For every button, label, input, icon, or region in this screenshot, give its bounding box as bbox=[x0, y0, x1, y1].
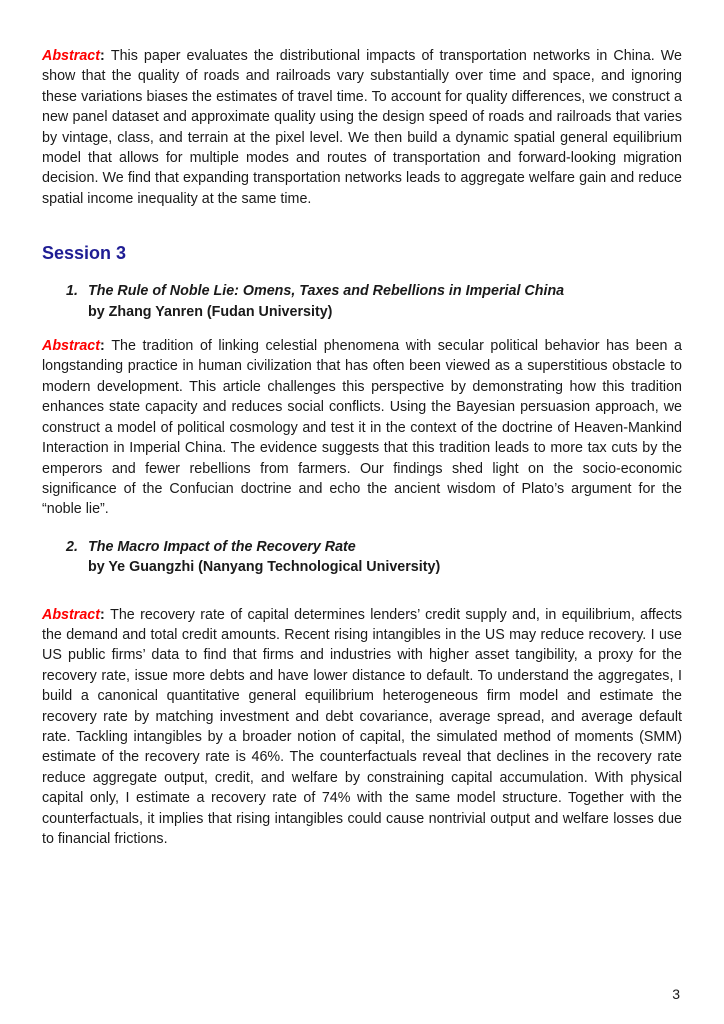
paper-author: by Zhang Yanren (Fudan University) bbox=[88, 303, 333, 320]
abstract-label: Abstract bbox=[42, 338, 100, 355]
paper-2-abstract-paragraph bbox=[42, 605, 682, 850]
abstract-label: Abstract bbox=[42, 606, 100, 623]
paper-title-row bbox=[66, 537, 682, 557]
abstract-colon: : bbox=[100, 48, 111, 64]
paper-title: The Macro Impact of the Recovery Rate bbox=[88, 538, 356, 555]
paper-number: 2. bbox=[66, 538, 78, 555]
session-heading: Session 3 bbox=[42, 243, 127, 264]
paper-title: The Rule of Noble Lie: Omens, Taxes and Rebellions in Imperial China bbox=[88, 283, 565, 300]
abstract-label: Abstract bbox=[42, 48, 100, 64]
paper-author: by Ye Guangzhi (Nanyang Technological University) bbox=[88, 559, 441, 576]
paper-title-row bbox=[66, 281, 682, 301]
abstract-text: This paper evaluates the distributional impacts of transportation networks in China. We show that the quality of roads and railroads vary substantially over time and space, and ignoring these variations biases the estimates of travel time. To account for quality differences, we construct a new panel dataset and approximate quality using the design speed of roads and railroads that varies by vintage, class, and terrain at the pixel level. We then build a dynamic spatial general equilibrium model that allows for multiple modes and routes of transportation and forward-looking migration decision. We find that expanding transportation networks leads to aggregate welfare gain and reduce spatial income inequality at the same time. bbox=[42, 48, 682, 207]
abstract-text: The tradition of linking celestial phenomena with secular political behavior has been a longstanding practice in human civilization that has often been viewed as a superstitious obstacle to modern development. This article challenges this perspective by demonstrating how this tradition enhances state capacity and reduces social conflicts. Using the Bayesian persuasion approach, we construct a model of political cosmology and test it in the context of the doctrine of Heaven-Mankind Interaction in Imperial China. The evidence suggests that this tradition leads to more tax cuts by the emperors and fewer rebellions from farmers. Our findings shed light on the socio-economic significance of the Confucian doctrine and echo the ancient wisdom of Plato’s argument for the “noble lie”. bbox=[42, 338, 682, 518]
page-number: 3 bbox=[672, 986, 680, 1002]
abstract-colon: : bbox=[100, 338, 112, 355]
abstract-text: The recovery rate of capital determines lenders’ credit supply and, in equilibrium, affects the demand and total credit amounts. Recent rising intangibles in the US may reduce recovery. I use US public firms’ data to find that firms and industries with higher asset tangibility, a proxy for the recovery rate, issue more debts and have lower distance to default. To understand the aggregates, I build a canonical quantitative general equilibrium heterogeneous firm model and estimate the recovery rate by matching investment and debt covariance, average spread, and average default rate. Tackling intangibles by a broader notion of capital, the simulated method of moments (SMM) estimate of the recovery rate is 46%. The counterfactuals reveal that declines in the recovery rate reduce aggregate output, credit, and welfare by constraining capital accumulation. With physical capital only, I estimate a recovery rate of 74% with the same model structure. Together with the counterfactuals, it implies that rising intangibles could cause nontrivial output and welfare losses due to financial frictions. bbox=[42, 606, 682, 847]
continued-abstract-paragraph bbox=[42, 46, 682, 209]
abstract-colon: : bbox=[100, 606, 111, 623]
paper-number: 1. bbox=[66, 283, 78, 300]
paper-item-2 bbox=[42, 537, 682, 578]
paper-item-1 bbox=[42, 281, 682, 322]
paper-1-abstract-paragraph bbox=[42, 336, 682, 520]
